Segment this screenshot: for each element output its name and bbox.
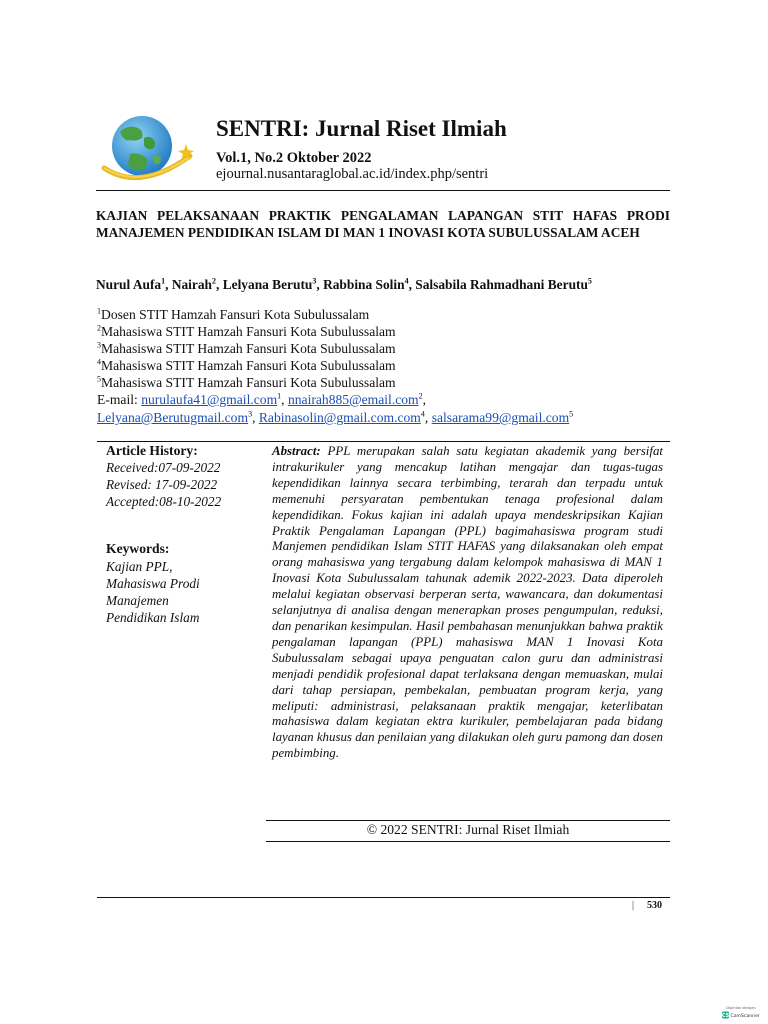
affiliation-text: Mahasiswa STIT Hamzah Fansuri Kota Subulussalam bbox=[101, 324, 396, 339]
affiliation-text: Dosen STIT Hamzah Fansuri Kota Subulussalam bbox=[101, 307, 370, 322]
email-label: E-mail: bbox=[97, 392, 138, 407]
affiliation-text: Mahasiswa STIT Hamzah Fansuri Kota Subulussalam bbox=[101, 358, 396, 373]
affiliation-line bbox=[97, 375, 396, 391]
author-name: Nurul Aufa bbox=[96, 277, 162, 292]
camscanner-icon bbox=[719, 1004, 763, 1020]
abstract-bottom-divider bbox=[266, 820, 670, 821]
email-link[interactable]: Rabinasolin@gmail.com.com bbox=[258, 410, 421, 425]
abstract-text: PPL merupakan salah satu kegiatan akademik yang bersifat intrakurikuler yang mencakup latihan mengajar dan tugas-tugas kependidikan lainnya secara terbimbing, terarah dan terpadu untuk memenuhi persyaratan pembentukan tenaga profesional dalam kependidikan. Fokus kajian ini adalah upaya mendeskripsikan Kajian Praktik Pengalaman Lapangan (PPL) bagimahasiswa program studi Manjemen pendidikan Islam STIT HAFAS yang dilaksanakan oleh empat orang mahasiswa yang tergabung dalam kelompok mahasiswa di MAN 1 Inovasi Kota Subulussalam tahunak ademik 2022-2023. Data diperoleh melalui kegiatan observasi berperan serta, wawancara, dan dokumentasi selanjutnya di analisa dengan menerapkan proses pengumpulan, reduksi, dan penarikan kesimpulan. Hasil pembahasan menunjukkan bahwa praktik pengalaman lapangan (PPL) mahasiswa MAN 1 Inovasi Kota Subulussalam sebagai upaya penguatan calon guru dan administrasi menjadi pendidik profesional dapat terlaksana dengan memuaskan, mulai dari tahap persiapan, pembekalan, pembuatan program kerja, yang meliputi: administrasi, pelaksanaan praktik mengajar, keterlibatan mahasiswa dalam kegiatan ektra kurikuler, pembelajaran pada bidang layanan khusus dan penilaian yang dilakukan oleh guru pamong dan dosen pembimbing. bbox=[272, 444, 663, 761]
article-title: KAJIAN PELAKSANAAN PRAKTIK PENGALAMAN LAPANGAN STIT HAFAS PRODI MANAJEMEN PENDIDIKAN ISLAM DI MAN 1 INOVASI KOTA SUBULUSSALAM ACEH bbox=[96, 208, 670, 240]
copyright-divider bbox=[266, 841, 670, 842]
affiliation-line bbox=[97, 341, 396, 357]
copyright-notice: © 2022 SENTRI: Jurnal Riset Ilmiah bbox=[366, 822, 570, 837]
accepted-date: Accepted:08-10-2022 bbox=[106, 494, 222, 509]
keywords-list bbox=[106, 558, 246, 626]
author-name: Rabbina Solin bbox=[323, 277, 405, 292]
page-footer-divider bbox=[97, 897, 670, 898]
journal-volume: Vol.1, No.2 Oktober 2022 bbox=[216, 150, 372, 166]
header-divider bbox=[96, 190, 670, 191]
affiliation-text: Mahasiswa STIT Hamzah Fansuri Kota Subulussalam bbox=[101, 375, 396, 390]
keyword-item: Kajian PPL, bbox=[106, 559, 173, 574]
keyword-item: Manajemen bbox=[106, 593, 169, 608]
article-info-divider bbox=[97, 441, 670, 442]
affiliation-superscript: 1 bbox=[97, 306, 101, 316]
abstract-paragraph bbox=[272, 444, 663, 762]
keywords-heading: Keywords: bbox=[106, 541, 170, 556]
email-line: Lelyana@Berutugmail.com$^3$, Rabinasolin@gmail.com.com$^4$, salsarama99@gmail.com$^5$ bbox=[97, 409, 574, 425]
author-list: Nurul Aufa$^1$, Nairah$^2$, Lelyana Berutu$^3$, Rabbina Solin$^4$, Salsabila Rahmadhani Berutu$^5$ bbox=[96, 276, 592, 292]
email-line: E-mail: nurulaufa41@gmail.com$^1$, nnairah885@email.com$^2$, bbox=[97, 391, 427, 407]
abstract-label: Abstract: bbox=[272, 444, 321, 458]
affiliation-line bbox=[97, 307, 369, 323]
email-superscript: 1 bbox=[277, 391, 282, 401]
revised-date: Revised: 17-09-2022 bbox=[106, 477, 218, 492]
email-superscript: 2 bbox=[418, 391, 423, 401]
email-superscript: 3 bbox=[248, 409, 253, 419]
affiliation-superscript: 5 bbox=[97, 374, 101, 384]
affiliation-text: Mahasiswa STIT Hamzah Fansuri Kota Subulussalam bbox=[101, 341, 396, 356]
keyword-item: Mahasiswa Prodi bbox=[106, 576, 200, 591]
affiliation-superscript: 3 bbox=[97, 340, 101, 350]
affiliation-superscript: 4 bbox=[97, 357, 101, 367]
affiliation-line bbox=[97, 358, 396, 374]
email-link[interactable]: nurulaufa41@gmail.com bbox=[141, 392, 278, 407]
email-link[interactable]: Lelyana@Berutugmail.com bbox=[97, 410, 249, 425]
svg-text:Dipindai dengan: Dipindai dengan bbox=[726, 1006, 756, 1010]
author-superscript: 3 bbox=[312, 276, 317, 286]
author-superscript: 5 bbox=[587, 276, 592, 286]
email-link[interactable]: salsarama99@gmail.com bbox=[431, 410, 570, 425]
journal-logo-icon bbox=[100, 110, 196, 190]
page-number-separator: | bbox=[632, 900, 635, 911]
author-name: Nairah bbox=[171, 277, 212, 292]
email-link[interactable]: nnairah885@email.com bbox=[287, 392, 419, 407]
author-name: Salsabila Rahmadhani Berutu bbox=[415, 277, 588, 292]
email-superscript: 4 bbox=[420, 409, 425, 419]
author-superscript: 1 bbox=[161, 276, 166, 286]
svg-text:CamScanner: CamScanner bbox=[730, 1014, 760, 1019]
received-date: Received:07-09-2022 bbox=[106, 460, 221, 475]
article-history-heading: Article History: bbox=[106, 443, 198, 458]
keyword-item: Pendidikan Islam bbox=[106, 610, 200, 625]
page-number: 530 bbox=[647, 900, 662, 911]
author-name: Lelyana Berutu bbox=[222, 277, 313, 292]
author-superscript: 2 bbox=[212, 276, 216, 286]
email-superscript: 5 bbox=[569, 409, 574, 419]
affiliation-superscript: 2 bbox=[97, 323, 101, 333]
svg-text:CS: CS bbox=[721, 1013, 730, 1019]
journal-title: SENTRI: Jurnal Riset Ilmiah bbox=[216, 116, 507, 141]
author-superscript: 4 bbox=[404, 276, 409, 286]
affiliation-line bbox=[97, 324, 396, 340]
journal-url[interactable]: ejournal.nusantaraglobal.ac.id/index.php/sentri bbox=[216, 166, 489, 182]
